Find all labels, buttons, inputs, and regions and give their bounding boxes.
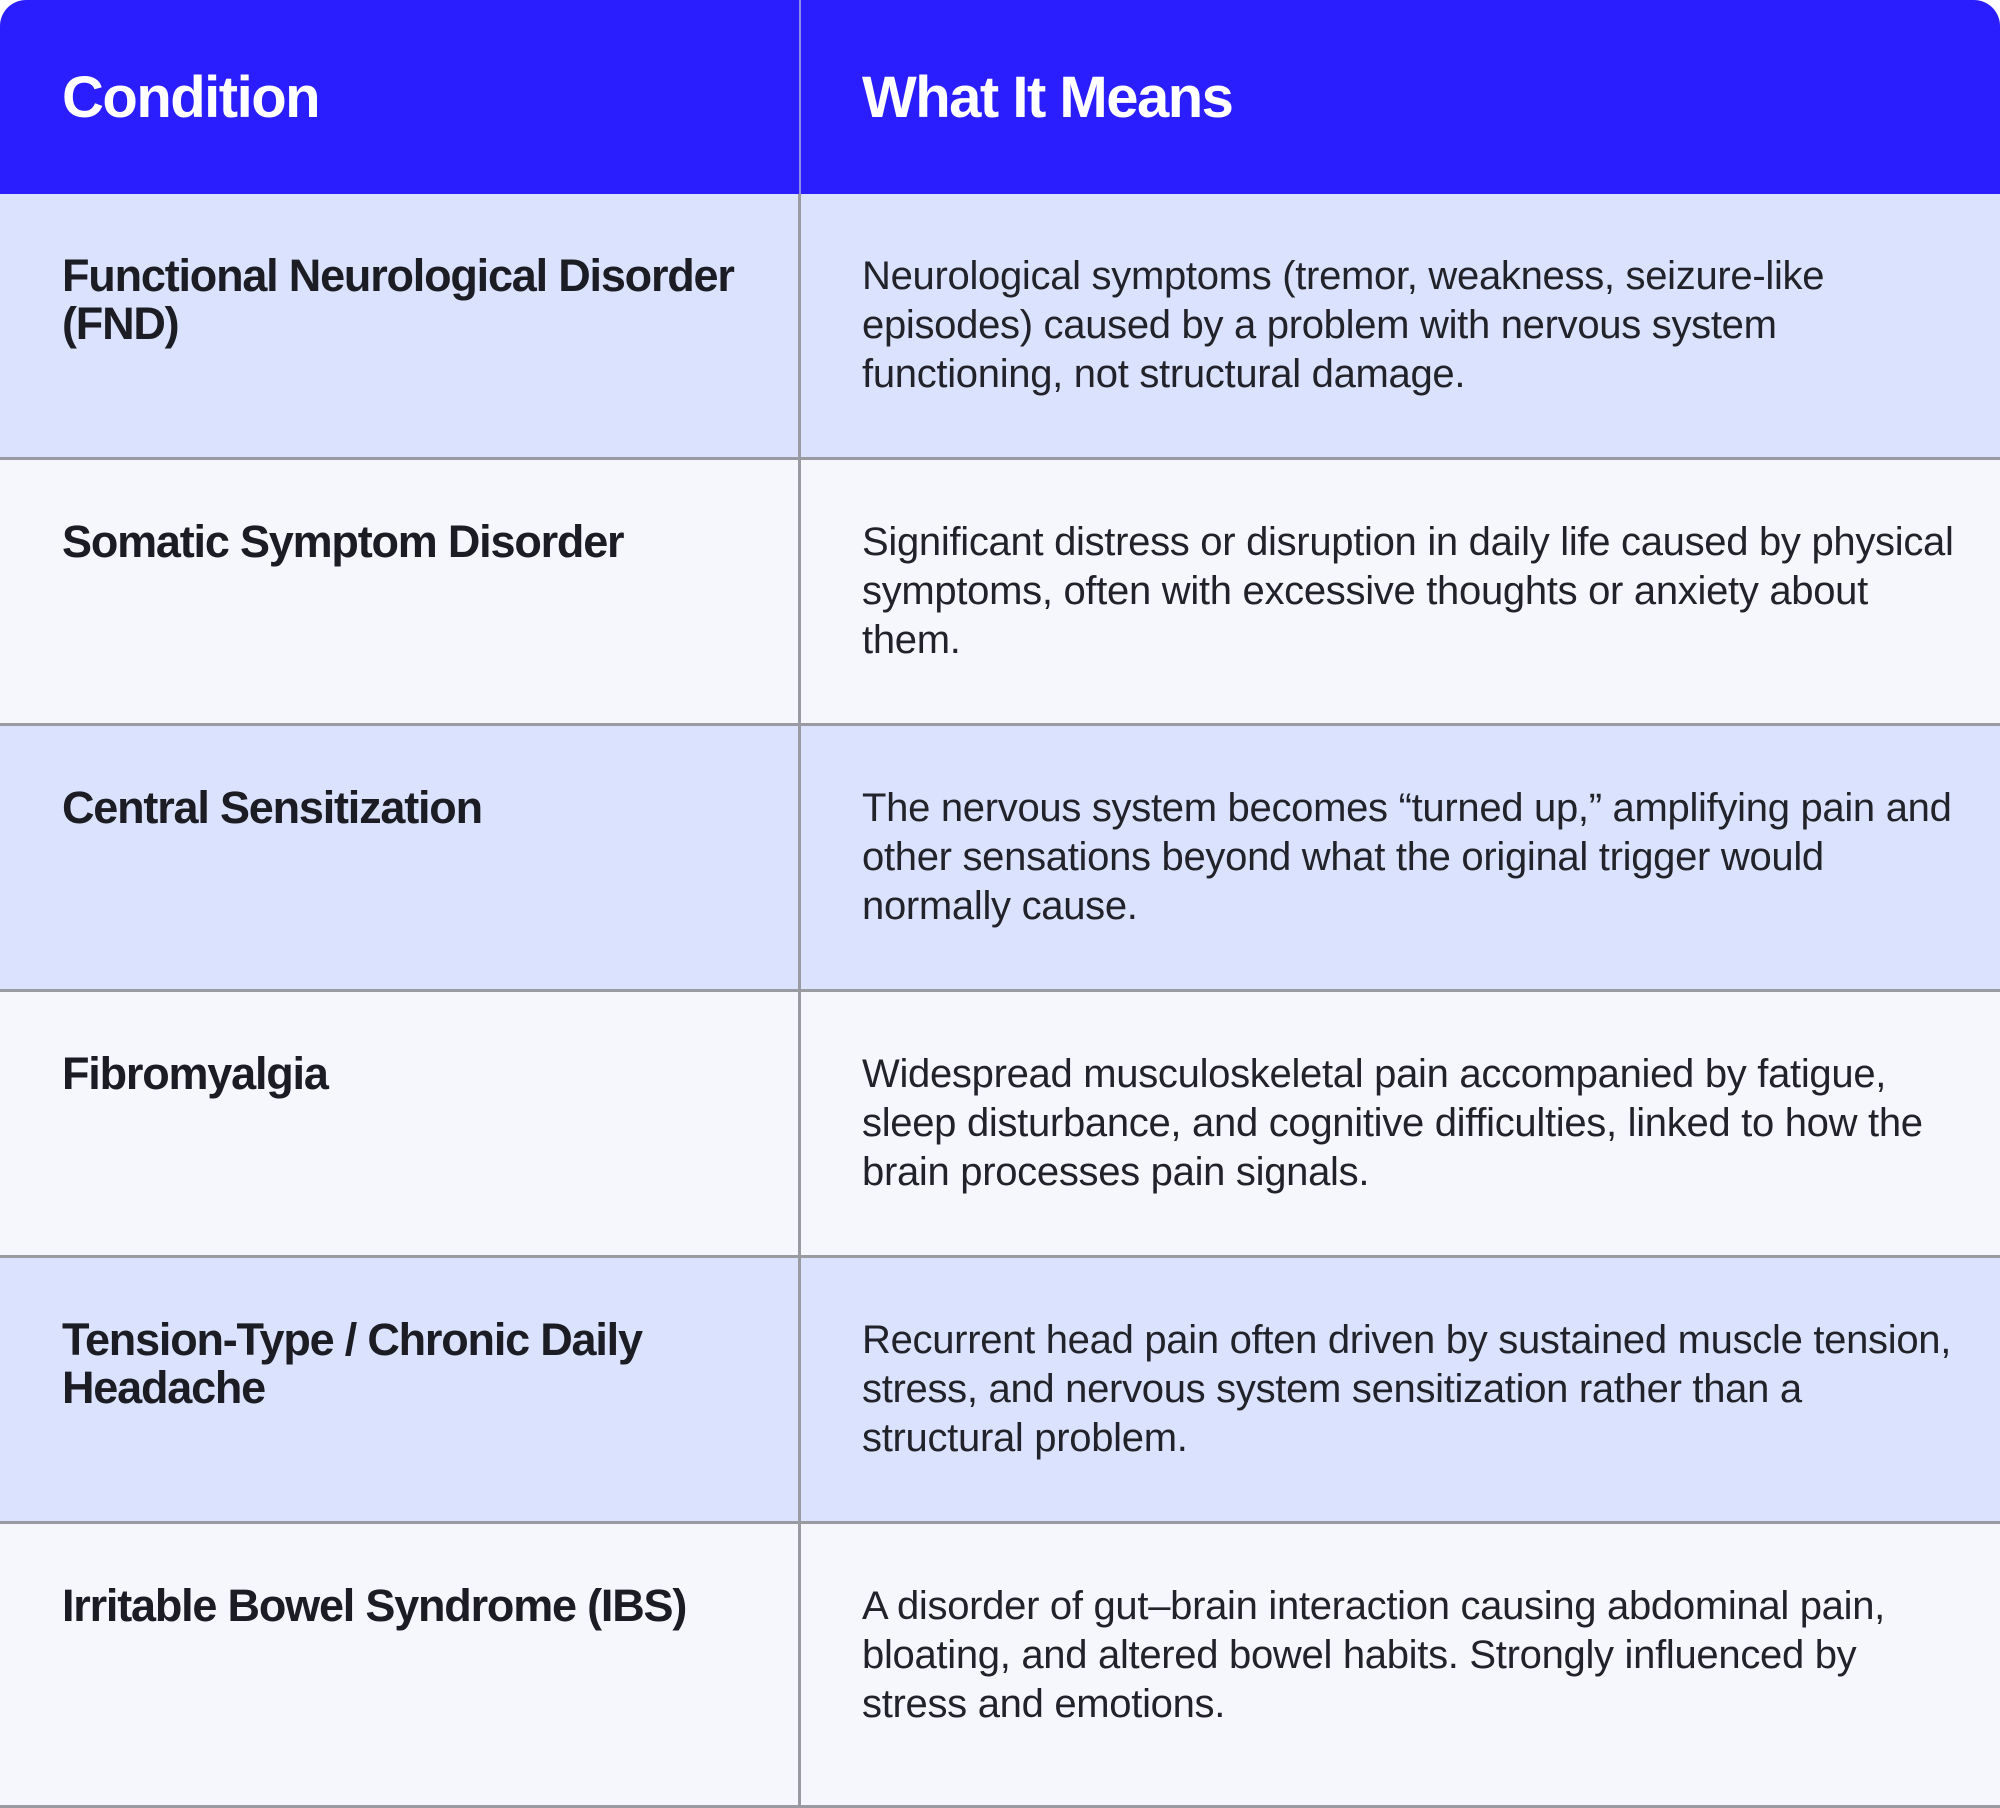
- condition-cell: Fibromyalgia: [62, 1048, 328, 1099]
- table-row: [0, 460, 2000, 726]
- column-divider: [798, 726, 801, 989]
- condition-cell: Somatic Symptom Disorder: [62, 516, 624, 567]
- meaning-cell: The nervous system becomes “turned up,” amplifying pain and other sensations beyond what the original trigger would normally cause.: [862, 786, 1952, 928]
- table-row: [0, 1524, 2000, 1808]
- table-row: [0, 1258, 2000, 1524]
- table-row: [0, 194, 2000, 460]
- column-divider: [798, 460, 801, 723]
- meaning-cell: Significant distress or disruption in daily life caused by physical symptoms, often with excessive thoughts or anxiety about them.: [862, 520, 1954, 662]
- condition-cell: Tension-Type / Chronic Daily Headache: [62, 1314, 642, 1413]
- table-row: [0, 726, 2000, 992]
- table-header: [0, 0, 2000, 194]
- meaning-cell: Widespread musculoskeletal pain accompanied by fatigue, sleep disturbance, and cognitive difficulties, linked to how the brain processes pain signals.: [862, 1052, 1923, 1194]
- meaning-cell: Neurological symptoms (tremor, weakness, seizure-like episodes) caused by a problem with nervous system functioning, not structural damage.: [862, 254, 1825, 396]
- header-condition: Condition: [62, 64, 320, 130]
- condition-cell: Irritable Bowel Syndrome (IBS): [62, 1580, 687, 1631]
- meaning-cell: A disorder of gut–brain interaction causing abdominal pain, bloating, and altered bowel habits. Strongly influenced by stress and emotions.: [862, 1584, 1885, 1726]
- condition-cell: Functional Neurological Disorder (FND): [62, 250, 734, 349]
- column-divider: [798, 1258, 801, 1521]
- column-divider: [798, 1524, 801, 1805]
- header-what-it-means: What It Means: [862, 64, 1233, 130]
- column-divider: [798, 992, 801, 1255]
- table-row: [0, 992, 2000, 1258]
- column-divider: [798, 194, 801, 457]
- meaning-cell: Recurrent head pain often driven by sustained muscle tension, stress, and nervous system sensitization rather than a structural problem.: [862, 1318, 1952, 1460]
- condition-cell: Central Sensitization: [62, 782, 482, 833]
